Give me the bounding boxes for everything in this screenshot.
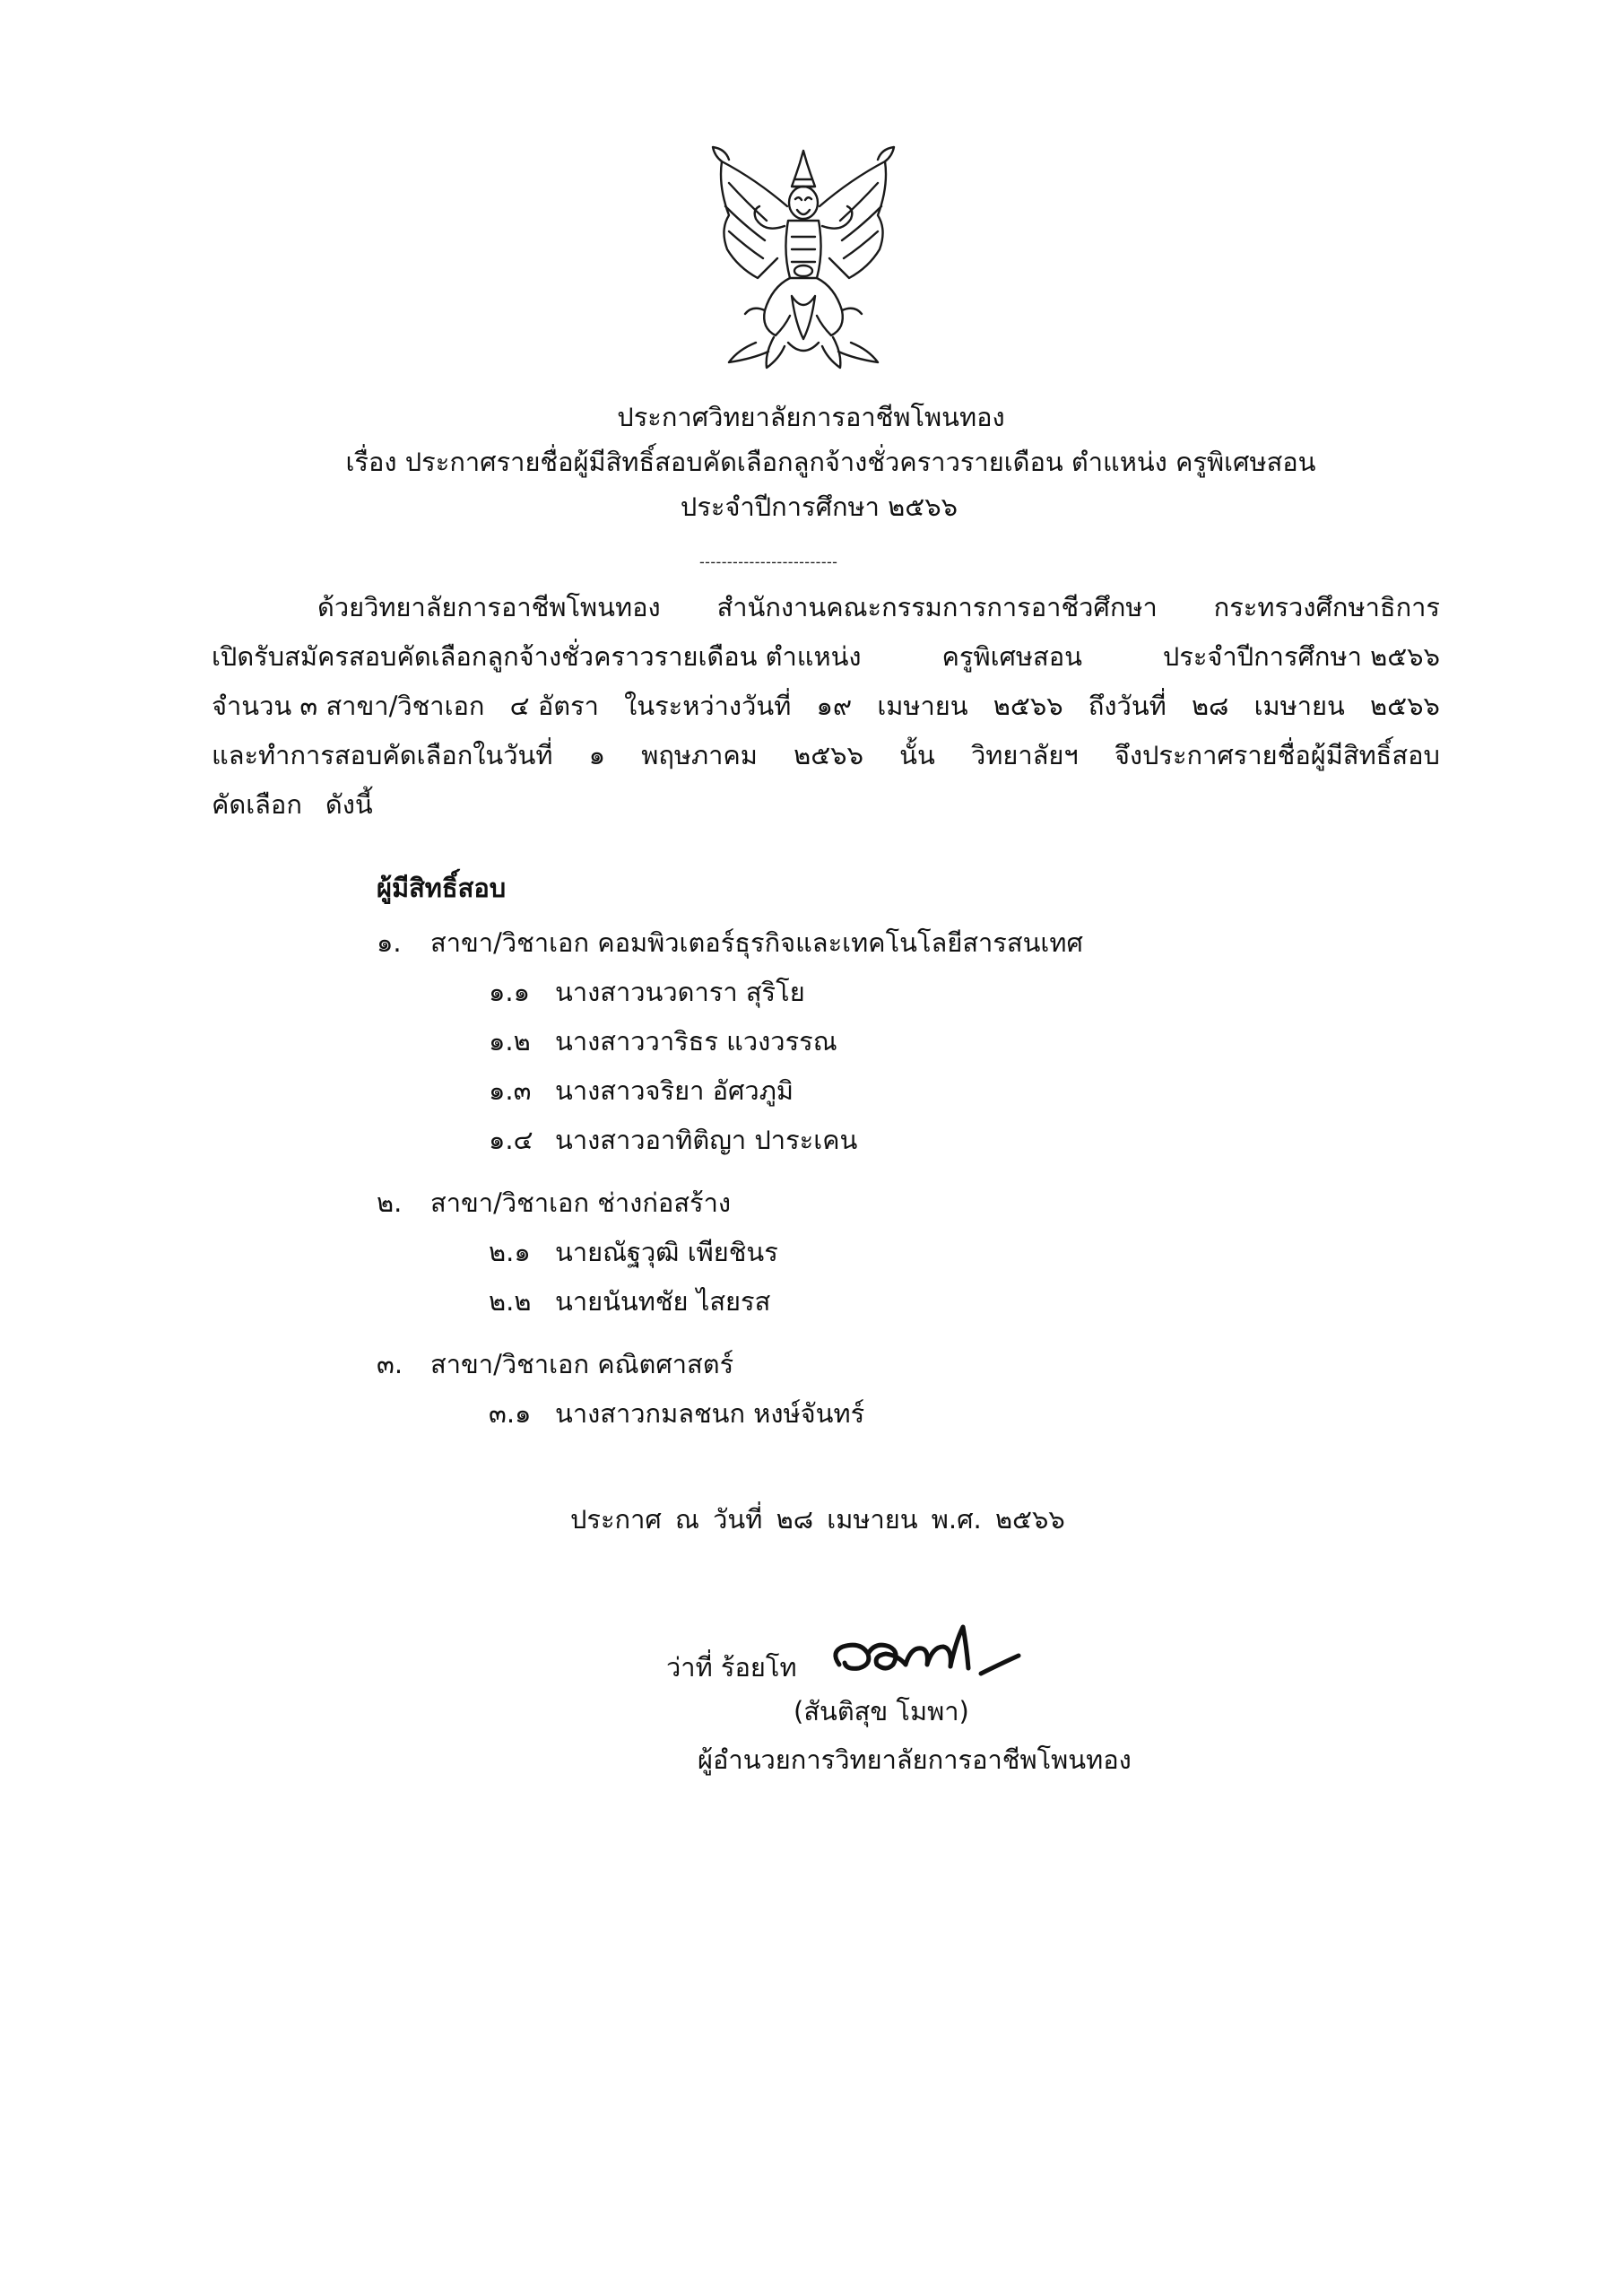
list-item	[489, 1016, 837, 1066]
section-heading	[377, 1178, 731, 1228]
candidate-name: นายณัฐวุฒิ เพียชินร	[555, 1237, 778, 1267]
item-number: ๒.๒	[489, 1286, 532, 1317]
item-number: ๑.๑	[489, 977, 531, 1007]
list-item	[489, 1065, 794, 1116]
body-line: จำนวน ๓ สาขา/วิชาเอก ๔ อัตรา ในระหว่างวันที่ ๑๙ เมษายน ๒๕๖๖ ถึงวันที่ ๒๘ เมษายน ๒๕๖๖	[212, 691, 1440, 721]
qualified-heading: ผู้มีสิทธิ์สอบ	[377, 873, 507, 903]
announcement-date: ประกาศ ณ วันที่ ๒๘ เมษายน พ.ศ. ๒๕๖๖	[570, 1504, 1065, 1535]
body-line: คัดเลือก ดังนี้	[212, 789, 373, 820]
item-number: ๑.๓	[489, 1075, 532, 1106]
signer-rank: ว่าที่ ร้อยโท	[666, 1652, 797, 1683]
signer-title: ผู้อำนวยการวิทยาลัยการอาชีพโพนทอง	[698, 1744, 1132, 1775]
section-heading	[377, 918, 1083, 968]
body-line: ด้วยวิทยาลัยการอาชีพโพนทอง สำนักงานคณะกรรมการการอาชีวศึกษา กระทรวงศึกษาธิการ	[317, 592, 1440, 622]
candidate-name: นายนันทชัย ไสยรส	[555, 1286, 771, 1317]
item-number: ๑.๔	[489, 1125, 533, 1155]
title-divider: -------------------------	[699, 556, 838, 569]
candidate-name: นางสาวนวดารา สุริโย	[555, 977, 805, 1007]
section-title: สาขา/วิชาเอก คณิตศาสตร์	[430, 1349, 734, 1379]
list-item	[489, 1227, 778, 1277]
item-number: ๓.๑	[489, 1398, 532, 1429]
announcement-subject: เรื่อง ประกาศรายชื่อผู้มีสิทธิ์สอบคัดเลือกลูกจ้างชั่วคราวรายเดือน ตำแหน่ง ครูพิเศษสอน	[345, 447, 1316, 477]
handwritten-signature-icon	[823, 1614, 1047, 1695]
candidate-name: นางสาววาริธร แวงวรรณ	[555, 1026, 837, 1057]
section-number: ๒.	[377, 1187, 403, 1218]
list-item	[489, 1115, 857, 1165]
candidate-name: นางสาวอาทิติญา ปาระเคน	[555, 1125, 858, 1155]
section-number: ๑.	[377, 927, 402, 958]
section-title: สาขา/วิชาเอก คอมพิวเตอร์ธุรกิจและเทคโนโลยีสารสนเทศ	[430, 927, 1083, 958]
candidate-name: นางสาวจริยา อัศวภูมิ	[555, 1075, 794, 1106]
item-number: ๑.๒	[489, 1026, 531, 1057]
item-number: ๒.๑	[489, 1237, 531, 1267]
announcement-title: ประกาศวิทยาลัยการอาชีพโพนทอง	[617, 402, 1005, 432]
list-item	[489, 967, 805, 1017]
list-item	[489, 1388, 864, 1439]
announcement-header	[0, 395, 1622, 529]
garuda-emblem-icon	[702, 144, 905, 377]
candidate-name: นางสาวกมลชนก หงษ์จันทร์	[555, 1398, 865, 1429]
body-line: และทำการสอบคัดเลือกในวันที่ ๑ พฤษภาคม ๒๕๖๖ นั้น วิทยาลัยฯ จึงประกาศรายชื่อผู้มีสิทธิ์สอบ	[212, 740, 1440, 770]
signer-name: (สันติสุข โมพา)	[794, 1696, 969, 1726]
body-line: เปิดรับสมัครสอบคัดเลือกลูกจ้างชั่วคราวรายเดือน ตำแหน่ง ครูพิเศษสอน ประจำปีการศึกษา ๒๕๖๖	[212, 641, 1440, 672]
section-heading	[377, 1339, 733, 1389]
body-paragraph	[212, 583, 1440, 830]
section-number: ๓.	[377, 1349, 403, 1379]
list-item	[489, 1276, 770, 1326]
section-title: สาขา/วิชาเอก ช่างก่อสร้าง	[430, 1187, 732, 1218]
academic-year-line: ประจำปีการศึกษา ๒๕๖๖	[680, 491, 958, 522]
